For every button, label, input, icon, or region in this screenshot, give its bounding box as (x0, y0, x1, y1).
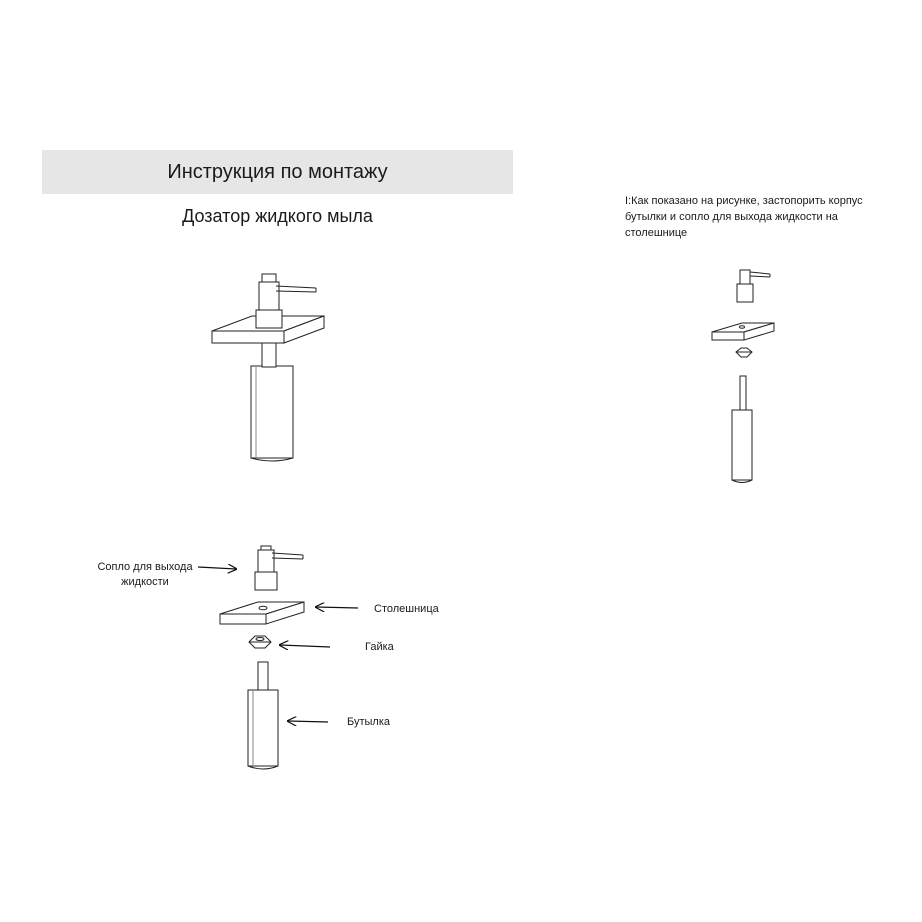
countertop-label: Столешница (374, 603, 439, 615)
nut-arrow (280, 645, 330, 647)
bottle-arrow (288, 721, 328, 722)
nozzle-label: Сопло для выхода жидкости (97, 561, 193, 588)
page-title: Инструкция по монтажу (167, 161, 388, 183)
assembled-dispenser-drawing (212, 274, 324, 461)
nozzle-arrow (198, 567, 236, 569)
product-subtitle: Дозатор жидкого мыла (182, 206, 373, 226)
bottle-label: Бутылка (347, 716, 391, 728)
countertop-arrow (316, 607, 358, 608)
nut-label: Гайка (365, 641, 394, 653)
exploded-parts-drawing (220, 546, 304, 769)
step-1-instruction: I:Как показано на рисунке, застопорить корпус бутылки и сопло для выхода жидкости на столешнице (625, 195, 863, 239)
step-1-exploded-drawing (712, 270, 774, 483)
